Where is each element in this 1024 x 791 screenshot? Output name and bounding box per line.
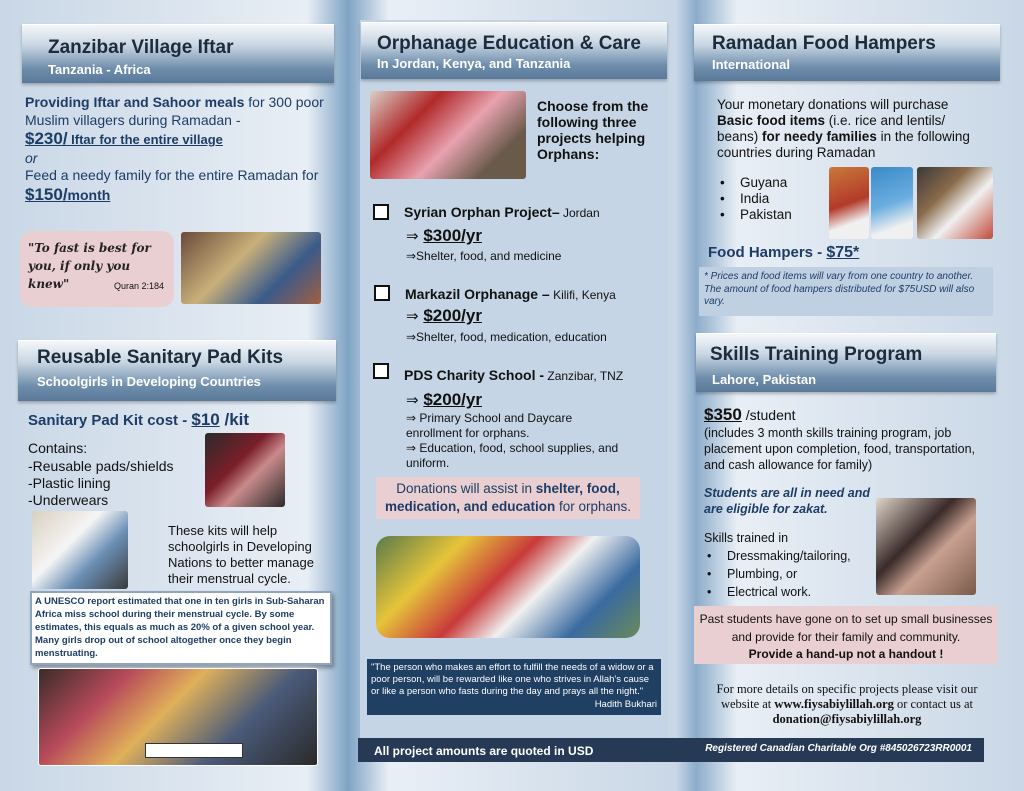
hampers-title: Ramadan Food Hampers [712,33,936,54]
hamper-photo-1 [829,167,869,239]
zanzibar-subtitle: Tanzania - Africa [48,62,151,77]
pad-item-3: -Underwears [28,492,109,508]
assist-box [376,477,640,519]
pds-price: ⇒ $200/yr [406,390,482,409]
hampers-intro-2: Basic food items (i.e. rice and lentils/ [717,113,946,128]
past-line-2: and provide for their family and community. [731,630,961,644]
pads-banner [18,340,336,401]
contact-block [694,682,1000,727]
syrian-detail: ⇒Shelter, food, and medicine [406,249,562,263]
country-pakistan: • Pakistan [740,207,792,222]
skill-item-1: • Dressmaking/tailoring, [727,549,851,563]
quran-quote-text: "To fast is best for you, if only you knew" [28,241,151,291]
pds-checkbox[interactable] [373,363,389,379]
zanzibar-line1: Providing Iftar and Sahoor meals for 300 poor [25,94,324,110]
markazil-checkbox[interactable] [374,285,390,301]
orphans-group-photo [376,536,640,638]
skills-includes: (includes 3 month skills training program, job placement upon completion, food, transportation, and cash allowance for family) [704,426,976,472]
hampers-intro-3: beans) for needy families in the following [717,129,970,144]
country-india: • India [740,191,769,206]
contact-line-2: website at www.fiysabiylillah.org or contact us at [720,697,974,711]
country-guyana: • Guyana [740,175,787,190]
website-link[interactable]: www.fiysabiylillah.org [774,697,894,711]
syrian-project-name: Syrian Orphan Project– Jordan [404,204,600,220]
pds-detail-1: ⇒ Primary School and Daycare enrollment for orphans. [406,411,573,440]
pad-contains-label: Contains: [28,440,88,456]
hamper-photo-3 [917,167,993,239]
skills-subtitle: Lahore, Pakistan [712,372,817,387]
markazil-project-name: Markazil Orphanage – Kilifi, Kenya [405,286,616,302]
hampers-intro-5: countries during Ramadan [717,145,876,160]
food-hampers-price: Food Hampers - $75* [708,244,860,261]
syrian-checkbox[interactable] [373,204,389,220]
past-students-box [694,606,998,664]
footer-left: All project amounts are quoted in USD [374,744,594,758]
hampers-intro-1: Your monetary donations will purchase [717,97,949,112]
pads-title: Reusable Sanitary Pad Kits [37,347,284,368]
orphans-photo [370,91,526,179]
iftar-gathering-photo [181,232,321,304]
pad-help-line-1: These kits will help [168,523,278,538]
skill-item-2: • Plumbing, or [727,567,797,581]
zanzibar-title: Zanzibar Village Iftar [48,37,234,58]
past-line-bold: Provide a hand-up not a handout ! [748,647,944,661]
contact-line-1: For more details on specific projects please visit our [716,682,978,696]
email-link[interactable]: donation@fiysabiylillah.org [772,712,922,726]
pad-help-line-2: schoolgirls in Developing [168,539,312,554]
pds-detail-2: ⇒ Education, food, school supplies, and uniform. [406,441,619,470]
schoolgirls-photo [32,511,128,589]
past-line-1: Past students have gone on to set up small businesses [699,612,993,626]
orphanage-title: Orphanage Education & Care [377,33,641,54]
hadith-ref: Hadith Bukhari [594,699,657,710]
hampers-note-box [699,267,993,316]
sewing-photo [876,498,976,595]
hamper-photo-2 [871,167,913,239]
orphanage-subtitle: In Jordan, Kenya, and Tanzania [377,56,571,71]
skills-title: Skills Training Program [710,344,923,365]
pad-kit-cost: Sanitary Pad Kit cost - $10 /kit [28,410,250,429]
pad-help-line-4: their menstrual cycle. [168,571,291,586]
pds-project-name: PDS Charity School - Zanzibar, TNZ [404,367,624,383]
syrian-price: ⇒ $300/yr [406,226,482,245]
logo [145,743,243,758]
skills-banner [696,333,996,392]
skills-price: $350 /student [704,405,796,424]
hampers-banner [694,24,1000,81]
orphanage-banner [361,22,667,79]
zanzibar-banner [22,24,334,83]
pads-subtitle: Schoolgirls in Developing Countries [37,374,261,389]
zanzibar-line2: Muslim villagers during Ramadan - [25,112,241,128]
quran-quote-ref: Quran 2:184 [113,281,164,291]
markazil-price: ⇒ $200/yr [406,306,482,325]
pad-help-line-3: Nations to better manage [168,555,314,570]
zanzibar-or: or [25,150,38,166]
zanzibar-price1: $230/ Iftar for the entire village [25,129,223,148]
hampers-subtitle: International [712,57,791,72]
hadith-text: "The person who makes an effort to fulfill the needs of a widow or a poor person, will be rewarded like one who strives in Allah's cause or like a person who fasts during the day and prays all the night." [371,662,654,697]
pad-kit-photo [205,433,285,507]
skills-trained-in: Skills trained in [704,531,789,545]
unesco-text: A UNESCO report estimated that one in ten girls in Sub-Saharan Africa miss school during their menstrual cycle. By some estimates, this equals as much as 20% of a given school year. Many girls drop out of school altogether once they begin menstruating. [35,596,325,659]
unesco-box [30,591,332,665]
footer-bar [358,738,984,762]
assist-text: Donations will assist in shelter, food, medication, and education for orphans. [384,481,632,514]
hadith-box [367,659,661,715]
skills-zakat: Students are all in need and are eligible for zakat. [704,486,871,516]
quran-quote-box [20,231,174,307]
hampers-note: * Prices and food items will vary from one country to another. The amount of food hampers distributed for $75USD will also vary. [704,271,975,307]
zanzibar-line3: Feed a needy family for the entire Ramadan for [25,167,319,183]
zanzibar-price2: $150/month [25,185,111,204]
pad-item-2: -Plastic lining [28,475,111,491]
choose-text: Choose from the following three projects helping Orphans: [537,98,649,162]
footer-right: Registered Canadian Charitable Org #845026723RR0001 [705,743,972,754]
pad-item-1: -Reusable pads/shields [28,458,174,474]
skill-item-3: • Electrical work. [727,585,811,599]
markazil-detail: ⇒Shelter, food, medication, education [406,330,607,344]
